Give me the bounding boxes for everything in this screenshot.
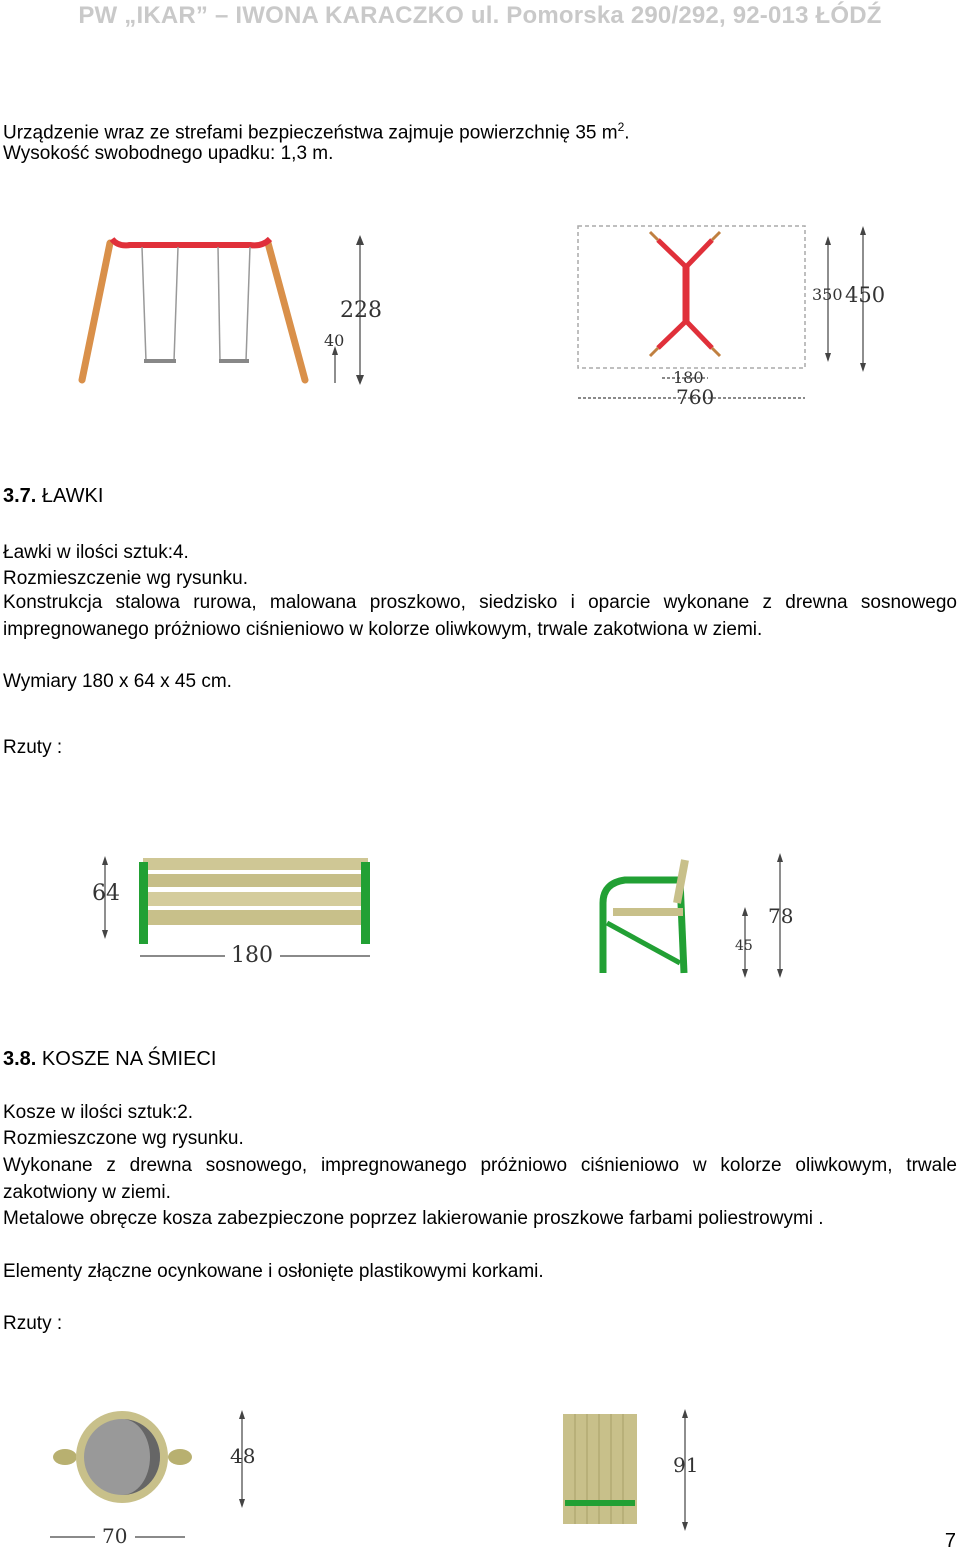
benches-dimensions: Wymiary 180 x 64 x 45 cm.: [3, 671, 232, 692]
benches-description: Konstrukcja stalowa rurowa, malowana proszkowo, siedzisko i oparcie wykonane z drewna sosnowego impregnowanego próżniowo ciśnieniowo w kolorze oliwkowym, trwale zakotwiona w ziemi.: [3, 592, 957, 640]
swing-height-dim: 228: [340, 298, 382, 323]
bins-description-1: Wykonane z drewna sosnowego, impregnowanego próżniowo ciśnieniowo w kolorze oliwkowym, trwale zakotwiony w ziemi.: [3, 1155, 957, 1203]
bins-description-2: Metalowe obręcze kosza zabezpieczone poprzez lakierowanie proszkowe farbami poliestrowymi .: [3, 1208, 824, 1229]
bin-front-height-dim: 91: [673, 1453, 699, 1477]
bench-side-total-dim: 78: [768, 904, 794, 928]
section-bins-heading: 3.8. KOSZE NA ŚMIECI: [3, 1048, 217, 1070]
swing-plan-outer-height-dim: 450: [845, 283, 886, 307]
fall-height-line: Wysokość swobodnego upadku: 1,3 m.: [3, 143, 334, 164]
area-info-line: Urządzenie wraz ze strefami bezpieczeństwa zajmuje powierzchnię 35 $m^2$.: [3, 120, 630, 144]
bench-side-seat-dim: 45: [735, 938, 753, 954]
swing-plan-inner-height-dim: 350: [812, 285, 843, 304]
bench-front-view-figure: [85, 850, 385, 970]
swing-plan-inner-width-dim: 180: [673, 368, 704, 387]
bins-fasteners-line: Elementy złączne ocynkowane i osłonięte plastikowymi korkami.: [3, 1261, 544, 1282]
benches-views-label: Rzuty :: [3, 737, 63, 758]
bin-plan-width-dim: 70: [102, 1524, 128, 1548]
bins-count-line: Kosze w ilości sztuk:2.: [3, 1102, 194, 1123]
bins-views-label: Rzuty :: [3, 1313, 63, 1334]
page-number: 7: [944, 1530, 956, 1552]
benches-count-line: Ławki w ilości sztuk:4.: [3, 542, 189, 563]
bins-placement-line: Rozmieszczone wg rysunku.: [3, 1128, 244, 1149]
bench-height-dim: 64: [92, 881, 120, 906]
bin-plan-height-dim: 48: [230, 1444, 256, 1468]
swing-seat-dim: 40: [324, 331, 345, 350]
swing-front-view-figure: [70, 225, 390, 395]
bench-side-view-figure: [585, 848, 805, 983]
bin-plan-view-figure: [40, 1405, 270, 1555]
swing-plan-view-figure: [570, 218, 890, 413]
page-header: PW „IKAR” – IWONA KARACZKO ul. Pomorska 290/292, 92-013 ŁÓDŹ: [78, 2, 882, 29]
bench-width-dim: 180: [231, 943, 273, 968]
section-benches-heading: 3.7. ŁAWKI: [3, 485, 104, 507]
benches-placement-line: Rozmieszczenie wg rysunku.: [3, 568, 248, 589]
swing-plan-outer-width-dim: 760: [676, 385, 715, 409]
bin-front-view-figure: [555, 1400, 715, 1550]
